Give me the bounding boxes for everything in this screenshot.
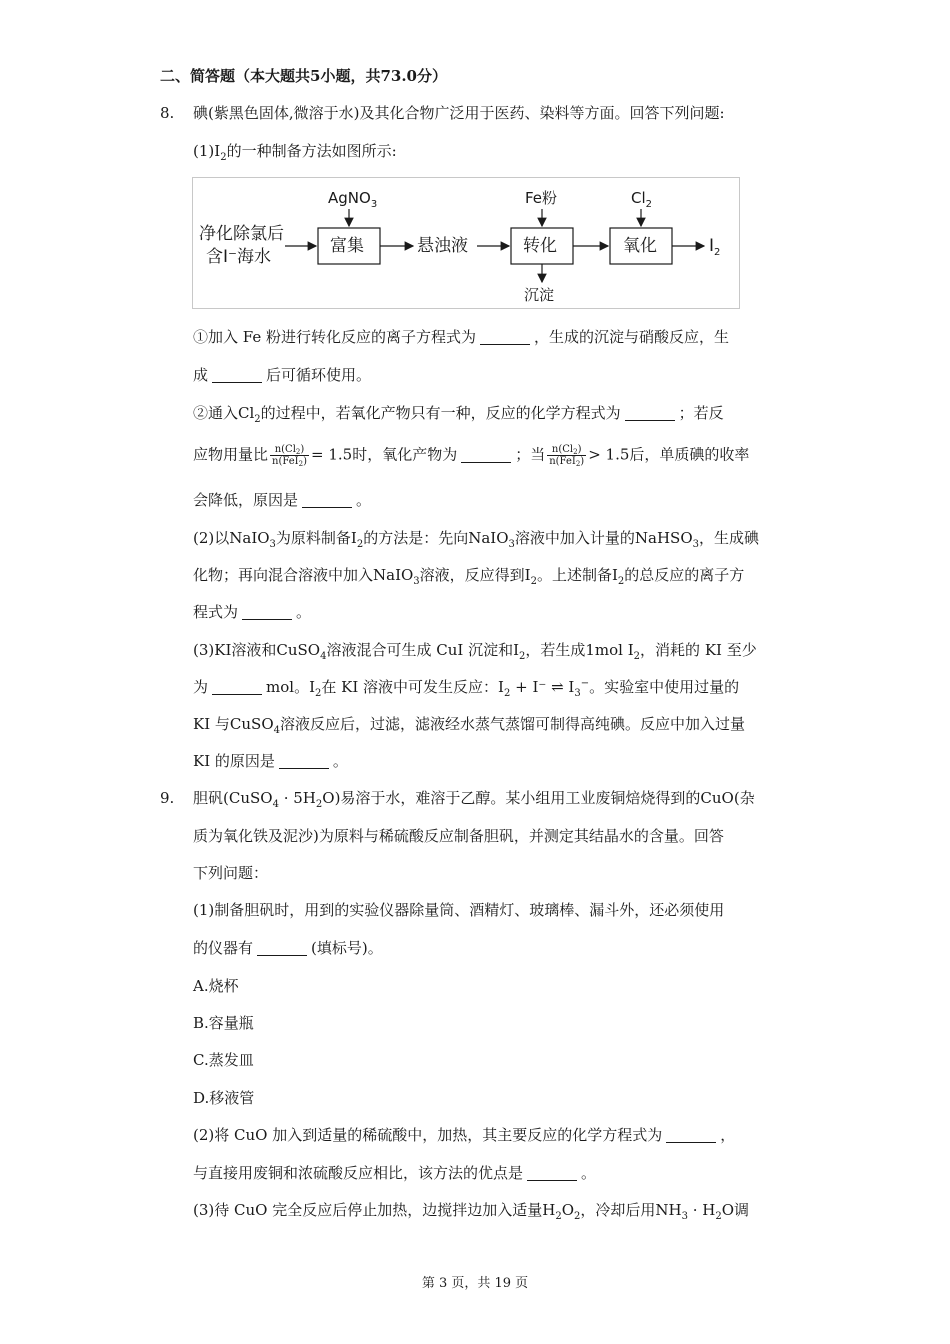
flowchart-intermediate: 悬浊液 xyxy=(417,236,468,256)
flowchart-reagent-fe: Fe粉 xyxy=(525,189,558,207)
q8-line-1: ①加入 Fe 粉进行转化反应的离子方程式为 ，生成的沉淀与硝酸反应，生 xyxy=(193,328,730,346)
section-heading: 二、简答题（本大题共5小题，共73.0分） xyxy=(160,67,447,85)
q9-line-5: 的仪器有 (填标号)。 xyxy=(193,939,383,957)
flowchart-box-convert: 转化 xyxy=(523,236,557,256)
flowchart-source-line2: 含I⁻海水 xyxy=(206,247,271,267)
q8-line-9: (3)KI溶液和CuSO$_4$溶液混合可生成 CuI 沉淀和$I_2$，若生成1mol $I_2$，消耗的 KI 至少 xyxy=(193,641,757,662)
answer-blank[interactable] xyxy=(212,368,262,383)
ratio-fraction: $\frac{n(Cl_2)}{n(FeI_2)}$ xyxy=(549,444,585,468)
q9-option-c: C.蒸发皿 xyxy=(193,1051,254,1069)
q9-option-b: B.容量瓶 xyxy=(193,1014,254,1032)
page-footer: 第 3 页，共 19 页 xyxy=(421,1276,529,1291)
q9-line-6: (2)将 CuO 加入到适量的稀硫酸中，加热，其主要反应的化学方程式为 ， xyxy=(193,1126,736,1144)
q9-option-a: A.烧杯 xyxy=(193,977,239,995)
q9-line-7: 与直接用废铜和浓硫酸反应相比，该方法的优点是 。 xyxy=(193,1164,597,1182)
answer-blank[interactable] xyxy=(257,941,307,956)
answer-blank[interactable] xyxy=(302,493,352,508)
q8-line-8: 程式为 。 xyxy=(193,603,312,621)
flowchart-box-oxidize: 氧化 xyxy=(623,236,657,256)
q8-line-4: 应物用量比 $\frac{n(Cl_2)}{n(FeI_2)}$ = 1.5时，氧化产物为 ；当 $\frac{n(Cl_2)}{n(FeI_2)}$ > 1.5后，单质碘的收率 xyxy=(193,444,750,468)
iodine-process-flowchart xyxy=(192,177,740,309)
flowchart-source-line1: 净化除氯后 xyxy=(199,224,284,244)
answer-blank[interactable] xyxy=(212,680,262,695)
q9-option-d: D.移液管 xyxy=(193,1089,255,1107)
flowchart-product-i2: $I_2$ xyxy=(709,236,721,258)
q9-line-3: 下列问题： xyxy=(193,864,269,882)
flowchart-reagent-cl2: $Cl_2$ xyxy=(631,189,653,210)
q8-line-5: 会降低，原因是 。 xyxy=(193,491,372,509)
answer-blank[interactable] xyxy=(242,605,292,620)
flowchart-reagent-agno3: AgNO$_3$ xyxy=(328,189,378,210)
q8-line-6: (2)以NaIO$_3$为原料制备$I_2$的方法是：先向NaIO$_3$溶液中加入计量的NaHSO$_3$，生成碘 xyxy=(193,529,760,550)
answer-blank[interactable] xyxy=(527,1166,577,1181)
q9-line-4: (1)制备胆矾时，用到的实验仪器除量筒、酒精灯、玻璃棒、漏斗外，还必须使用 xyxy=(193,901,725,919)
q9-line-2: 质为氧化铁及泥沙)为原料与稀硫酸反应制备胆矾，并测定其结晶水的含量。回答 xyxy=(193,827,724,845)
ratio-fraction: $\frac{n(Cl_2)}{n(FeI_2)}$ xyxy=(272,444,307,468)
flowchart-box-enrich: 富集 xyxy=(330,236,364,256)
answer-blank[interactable] xyxy=(666,1128,716,1143)
flowchart-precipitate: 沉淀 xyxy=(524,286,555,304)
q8-line-10: 为 mol。$I_2$在 KI 溶液中可发生反应：$I_2 + I^-$ ⇌ $I_3^-$。实验室中使用过量的 xyxy=(193,678,740,699)
answer-blank[interactable] xyxy=(625,406,675,421)
q8-line-7: 化物；再向混合溶液中加入NaIO$_3$溶液，反应得到$I_2$。上述制备$I_2$的总反应的离子方 xyxy=(193,566,745,587)
q8-line-3: ②通入$Cl_2$的过程中，若氧化产物只有一种，反应的化学方程式为 ；若反 xyxy=(193,404,724,425)
answer-blank[interactable] xyxy=(461,448,511,463)
question-number-9: 9. xyxy=(160,789,175,807)
answer-blank[interactable] xyxy=(480,330,530,345)
q8-intro: 碘(紫黑色固体,微溶于水)及其化合物广泛用于医药、染料等方面。回答下列问题: xyxy=(193,104,725,122)
q8-line-12: KI 的原因是 。 xyxy=(193,752,348,770)
question-number-8: 8. xyxy=(160,104,175,122)
q8-line-11: KI 与CuSO$_4$溶液反应后，过滤，滤液经水蒸气蒸馏可制得高纯碘。反应中加入过量 xyxy=(193,715,746,736)
q8-line-2: 成 后可循环使用。 xyxy=(193,366,372,384)
q8-part1-prompt: $(1)I_2$的一种制备方法如图所示: xyxy=(193,142,397,163)
answer-blank[interactable] xyxy=(279,754,329,769)
q9-line-8: (3)待 CuO 完全反应后停止加热，边搅拌边加入适量$H_2O_2$，冷却后用$NH_3 \cdot H_2O$调 xyxy=(193,1201,750,1222)
q9-line-1: 胆矾(CuSO$_4$ · $5H_2O$)易溶于水，难溶于乙醇。某小组用工业废铜焙烧得到的CuO(杂 xyxy=(193,789,755,810)
